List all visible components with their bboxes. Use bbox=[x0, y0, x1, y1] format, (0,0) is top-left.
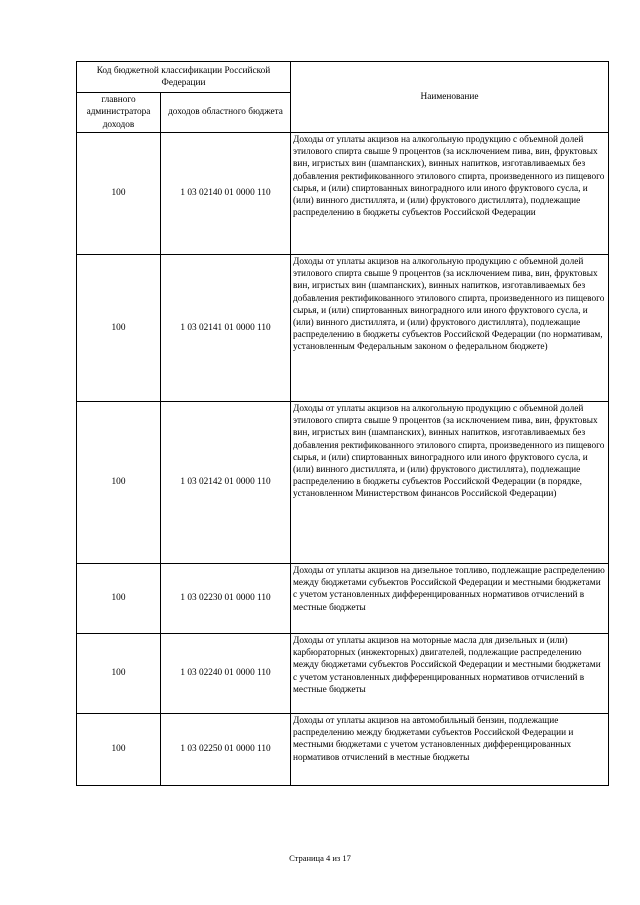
revenue-name-cell: Доходы от уплаты акцизов на алкогольную продукцию с объемной долей этилового спирта свыше 9 процентов (за исключением пива, вин, фруктовых вин, игристых вин (шампанских), винных напитков, изготавливаемых без добавления ректификованного этилового спирта, произведенного из пищевого сырья, и (или) спиртованных виноградного или иного фруктового сусла, и (или) винного дистиллята, и (или) фруктового дистиллята), подлежащие распределению в бюджеты субъектов Российской Федерации (в порядке, установленном Министерством финансов Российской Федерации) bbox=[291, 402, 609, 564]
page-number: Страница 4 из 17 bbox=[289, 853, 351, 863]
admin-code-cell: 100 bbox=[77, 133, 161, 255]
header-name: Наименование bbox=[291, 62, 609, 133]
admin-code-cell: 100 bbox=[77, 402, 161, 564]
table-row bbox=[77, 402, 609, 564]
revenue-code-cell: 1 03 02140 01 0000 110 bbox=[161, 133, 291, 255]
revenue-name-cell: Доходы от уплаты акцизов на автомобильный бензин, подлежащие распределению между бюджетами субъектов Российской Федерации и местными бюджетами с учетом установленных дифференцированных нормативов отчислений в местные бюджеты bbox=[291, 714, 609, 786]
admin-code-cell: 100 bbox=[77, 634, 161, 714]
admin-code-cell: 100 bbox=[77, 564, 161, 634]
admin-code-cell: 100 bbox=[77, 714, 161, 786]
revenue-code-cell: 1 03 02142 01 0000 110 bbox=[161, 402, 291, 564]
table-row bbox=[77, 714, 609, 786]
header-revenue: доходов областного бюджета bbox=[161, 93, 291, 133]
revenue-name-cell: Доходы от уплаты акцизов на алкогольную продукцию с объемной долей этилового спирта свыше 9 процентов (за исключением пива, вин, фруктовых вин, игристых вин (шампанских), винных напитков, изготавливаемых без добавления ректификованного этилового спирта, произведенного из пищевого сырья, и (или) спиртованных виноградного или иного фруктового сусла, и (или) винного дистиллята, и (или) фруктового дистиллята), подлежащие распределению в бюджеты субъектов Российской Федерации (по нормативам, установленным Федеральным законом о федеральном бюджете) bbox=[291, 255, 609, 402]
header-row-top bbox=[77, 62, 609, 93]
revenue-code-cell: 1 03 02250 01 0000 110 bbox=[161, 714, 291, 786]
table-row bbox=[77, 133, 609, 255]
revenue-code-cell: 1 03 02141 01 0000 110 bbox=[161, 255, 291, 402]
table-row bbox=[77, 255, 609, 402]
revenue-name-cell: Доходы от уплаты акцизов на моторные масла для дизельных и (или) карбюраторных (инжекторных) двигателей, подлежащие распределению между бюджетами субъектов Российской Федерации и местными бюджетами с учетом установленных дифференцированных нормативов отчислений в местные бюджеты bbox=[291, 634, 609, 714]
table-row bbox=[77, 564, 609, 634]
header-admin: главного администратора доходов bbox=[77, 93, 161, 133]
header-kbk-group: Код бюджетной классификации Российской Федерации bbox=[77, 62, 291, 93]
revenue-name-cell: Доходы от уплаты акцизов на алкогольную продукцию с объемной долей этилового спирта свыше 9 процентов (за исключением пива, вин, фруктовых вин, игристых вин (шампанских), винных напитков, изготавливаемых без добавления ректификованного этилового спирта, произведенного из пищевого сырья, и (или) спиртованных виноградного или иного фруктового сусла, и (или) винного дистиллята, и (или) фруктового дистиллята), подлежащие распределению в бюджеты субъектов Российской Федерации bbox=[291, 133, 609, 255]
table-row bbox=[77, 634, 609, 714]
revenue-code-cell: 1 03 02230 01 0000 110 bbox=[161, 564, 291, 634]
budget-classification-table bbox=[76, 61, 609, 786]
admin-code-cell: 100 bbox=[77, 255, 161, 402]
revenue-code-cell: 1 03 02240 01 0000 110 bbox=[161, 634, 291, 714]
revenue-name-cell: Доходы от уплаты акцизов на дизельное топливо, подлежащие распределению между бюджетами субъектов Российской Федерации и местными бюджетами с учетом установленных дифференцированных нормативов отчислений в местные бюджеты bbox=[291, 564, 609, 634]
